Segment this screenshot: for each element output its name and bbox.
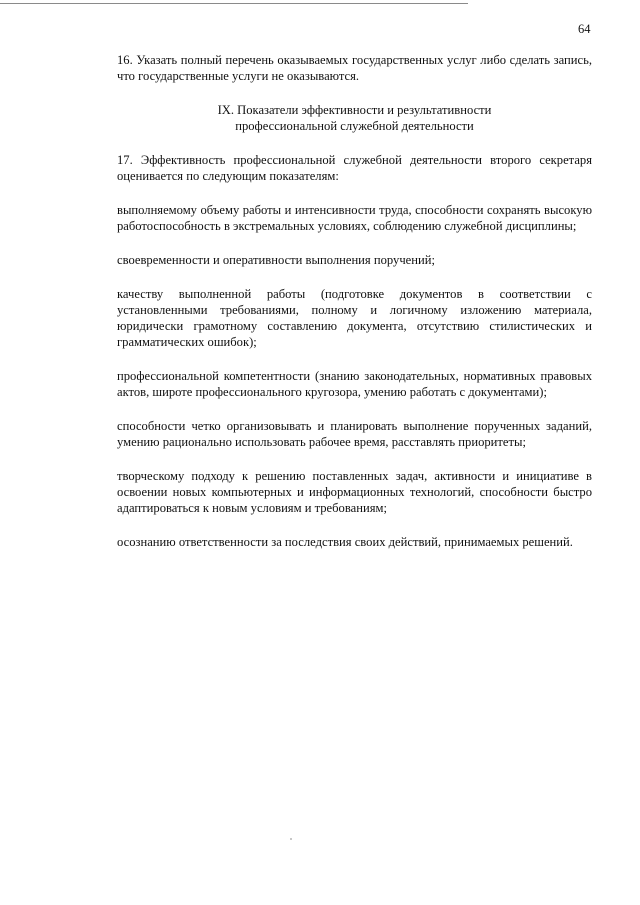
- indicator-paragraph: осознанию ответственности за последствия своих действий, принимаемых решений.: [117, 535, 573, 549]
- indicator-paragraph: выполняемому объему работы и интенсивности труда, способности сохранять высокую работоспособность в экстремальных условиях, соблюдению служебной дисциплины;: [117, 203, 592, 233]
- indicator-paragraph: своевременности и оперативности выполнения поручений;: [117, 253, 435, 267]
- indicator-paragraph: качеству выполненной работы (подготовке документов в соответствии с установленными требованиями, полному и логичному изложению материала, юридически грамотному составлению документа, отсутствию стилистических и грамматических ошибок);: [117, 287, 592, 349]
- indicator-paragraph: способности четко организовывать и планировать выполнение порученных заданий, умению рационально использовать рабочее время, расставлять приоритеты;: [117, 419, 592, 449]
- page-number: 64: [578, 22, 591, 36]
- document-body: [117, 52, 592, 550]
- indicator-paragraph: профессиональной компетентности (знанию законодательных, нормативных правовых актов, широте профессионального кругозора, умению работать с документами);: [117, 369, 592, 399]
- item-17-paragraph: 17. Эффективность профессиональной служебной деятельности второго секретаря оценивается по следующим показателям:: [117, 153, 592, 183]
- section-heading: [117, 102, 592, 134]
- section-heading-line-1: IX. Показатели эффективности и результативности: [217, 103, 492, 117]
- scan-edge-line: [0, 3, 468, 4]
- section-heading-line-2: профессиональной служебной деятельности: [235, 119, 474, 133]
- item-16-paragraph: 16. Указать полный перечень оказываемых государственных услуг либо сделать запись, что государственные услуги не оказываются.: [117, 53, 592, 83]
- indicator-paragraph: творческому подходу к решению поставленных задач, активности и инициативе в освоении новых компьютерных и информационных технологий, способности быстро адаптироваться к новым условиям и требованиям;: [117, 469, 592, 515]
- scan-speck: [290, 838, 292, 840]
